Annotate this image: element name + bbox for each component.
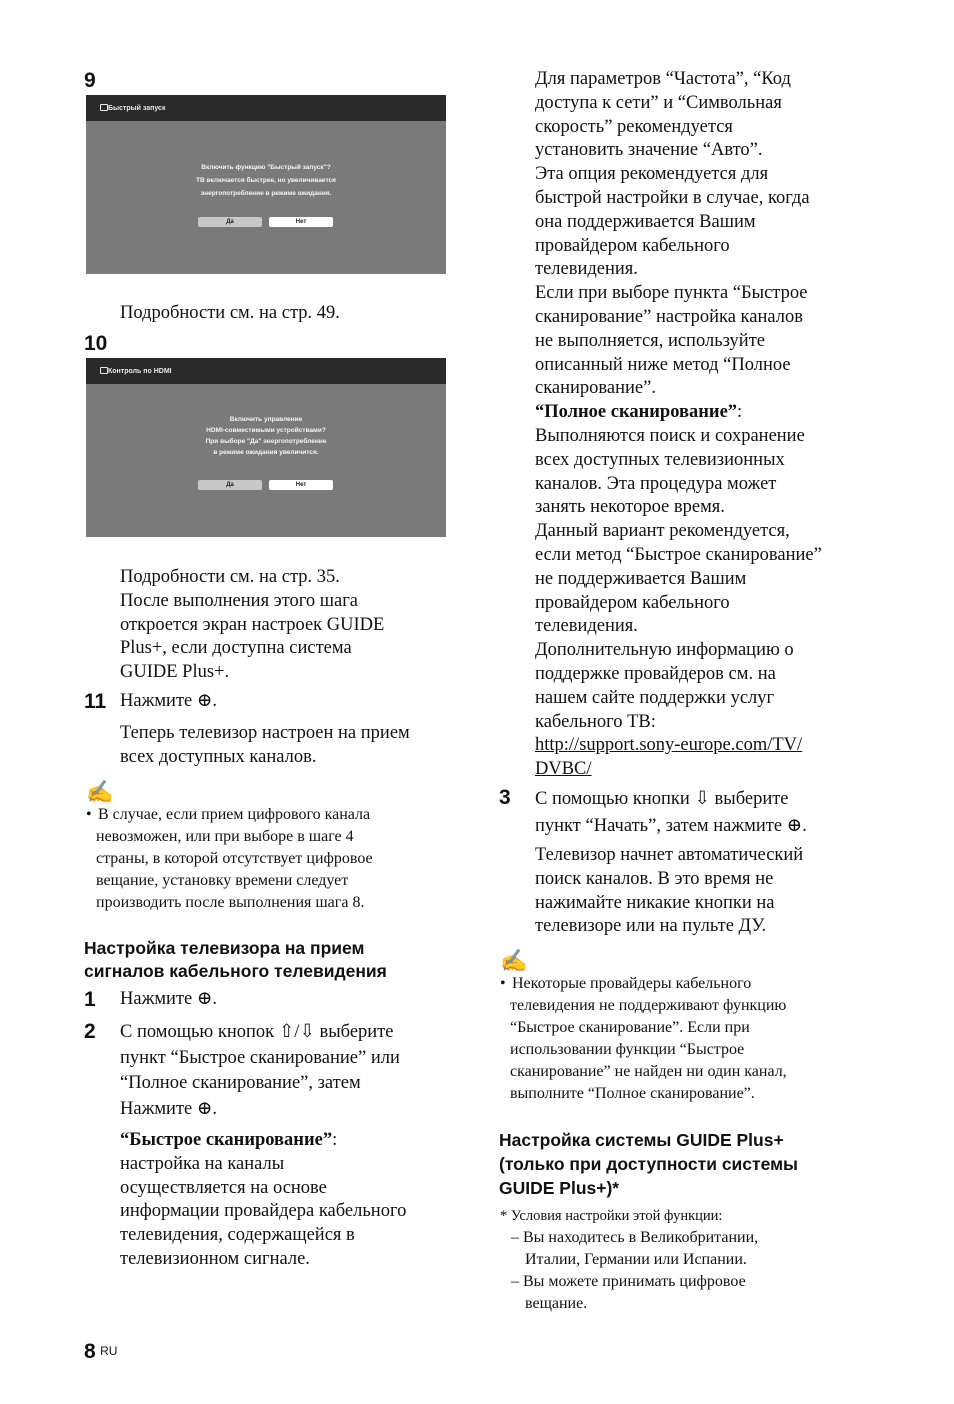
screen-message-line: энергопотребление в режиме ожидания. xyxy=(200,190,332,197)
quick-scan-label: “Быстрое сканирование” xyxy=(120,1130,333,1150)
text-line: настройка на каналы xyxy=(120,1153,285,1174)
text-line: быстрой настройки в случае, когда xyxy=(535,187,810,208)
page-footer xyxy=(84,1340,117,1364)
step-9-number: 9 xyxy=(84,69,96,92)
note-line: страны, в которой отсутствует цифровое xyxy=(96,850,373,867)
note-pencil-icon: ✍ xyxy=(86,779,114,804)
text-line: провайдером кабельного xyxy=(535,235,730,256)
yes-button[interactable]: Да xyxy=(198,480,262,490)
heading-line: (только при доступности системы xyxy=(499,1154,799,1174)
step-3-result xyxy=(535,844,803,939)
text-line: описанный ниже метод “Полное xyxy=(535,354,791,375)
params-description xyxy=(535,68,822,782)
no-button[interactable]: Нет xyxy=(269,217,333,227)
text-line: сканирование” настройка каналов xyxy=(535,306,803,327)
tv-menu-icon xyxy=(100,104,108,111)
text-line: : xyxy=(737,402,743,423)
text-line: Телевизор начнет автоматический xyxy=(535,845,804,865)
support-link[interactable]: DVBC/ xyxy=(535,759,592,780)
step-10-number: 10 xyxy=(84,332,108,355)
text-line: С помощью кнопки ⇩ выберите xyxy=(535,789,789,809)
text-line: Выполняются поиск и сохранение xyxy=(535,425,805,446)
note-line: В случае, если прием цифрового канала xyxy=(98,806,371,823)
yes-button[interactable]: Да xyxy=(198,217,262,227)
note-line: вещание, установку времени следует xyxy=(96,872,349,889)
condition-line: – Вы можете принимать цифровое xyxy=(511,1273,746,1290)
text-line: поиск каналов. В это время не xyxy=(535,868,774,889)
text-line: пункт “Быстрое сканирование” или xyxy=(120,1047,400,1068)
support-link[interactable]: http://support.sony-europe.com/TV/ xyxy=(535,735,803,756)
text-line: “Полное сканирование”, затем xyxy=(120,1073,361,1093)
bullet-icon: • xyxy=(500,975,506,992)
screen-message-line: ТВ включается быстрее, но увеличивается xyxy=(196,177,336,184)
text-line: пункт “Начать”, затем нажмите ⊕. xyxy=(535,816,807,836)
text-line: не выполняется, используйте xyxy=(535,330,765,351)
text-line: сканирование”. xyxy=(535,378,656,399)
screen-message xyxy=(86,414,446,458)
text-line: Теперь телевизор настроен на прием xyxy=(120,723,410,743)
text-line: поддержке провайдеров см. на xyxy=(535,663,776,684)
heading-line: Настройка системы GUIDE Plus+ xyxy=(499,1130,784,1150)
screen-title: Контроль по HDMI xyxy=(108,368,172,375)
step-10-text xyxy=(120,566,384,685)
text-line: всех доступных телевизионных xyxy=(535,449,785,470)
step-11-number: 11 xyxy=(84,690,107,713)
text-line: доступа к сети” и “Символьная xyxy=(535,92,782,113)
step-3-text xyxy=(535,786,807,840)
screen-title: Быстрый запуск xyxy=(108,105,166,112)
screen-message xyxy=(86,161,446,200)
text-line: Если при выборе пункта “Быстрое xyxy=(535,283,808,304)
text-line: телевизионном сигнале. xyxy=(120,1248,310,1269)
text-line: С помощью кнопок ⇧/⇩ выберите xyxy=(120,1022,394,1042)
guide-plus-conditions xyxy=(500,1205,880,1315)
heading-line: GUIDE Plus+)* xyxy=(499,1178,620,1198)
text-line: скорость” рекомендуется xyxy=(535,116,733,137)
full-scan-label: “Полное сканирование” xyxy=(535,402,738,423)
text-line: информации провайдера кабельного xyxy=(120,1201,407,1222)
text-line: телевидения, содержащейся в xyxy=(120,1225,355,1246)
step-11-press: Нажмите ⊕. xyxy=(120,691,218,711)
screen-message-line: Включить управление xyxy=(229,416,303,423)
heading-line: Настройка телевизора на прием xyxy=(84,938,365,958)
cable-step-1-text: Нажмите ⊕. xyxy=(120,989,218,1009)
text-line: Данный вариант рекомендуется, xyxy=(535,521,790,542)
text-line: если метод “Быстрое сканирование” xyxy=(535,544,822,565)
guide-plus-heading xyxy=(499,1128,798,1200)
cable-section-heading xyxy=(84,937,387,983)
text-line: После выполнения этого шага xyxy=(120,590,358,611)
text-line: телевидения. xyxy=(535,616,638,637)
note-line: телевидения не поддерживают функцию xyxy=(510,997,787,1014)
heading-line: сигналов кабельного телевидения xyxy=(84,961,387,981)
note-line: Некоторые провайдеры кабельного xyxy=(512,975,752,992)
screen-title-bar xyxy=(86,95,446,121)
text-line: Нажмите ⊕. xyxy=(120,1098,218,1119)
cable-step-2-number: 2 xyxy=(84,1020,96,1043)
note-line: выполните “Полное сканирование”. xyxy=(510,1085,755,1102)
hdmi-control-screen xyxy=(86,358,446,537)
text-line: не поддерживается Вашим xyxy=(535,568,747,589)
note-line: использовании функции “Быстрое xyxy=(510,1041,745,1058)
text-line: Эта опция рекомендуется для xyxy=(535,164,769,185)
text-line: телевизоре или на пульте ДУ. xyxy=(535,916,767,937)
text-line: откроется экран настроек GUIDE xyxy=(120,614,385,635)
page-number: 8 xyxy=(84,1340,96,1363)
cable-step-2-text xyxy=(120,1020,400,1122)
quick-scan-description xyxy=(120,1129,406,1272)
quick-start-screen xyxy=(86,95,446,274)
text-line: провайдером кабельного xyxy=(535,592,730,613)
text-line: она поддерживается Вашим xyxy=(535,211,756,232)
text-line: Plus+, если доступна система xyxy=(120,638,352,659)
condition-line: вещание. xyxy=(525,1295,588,1312)
text-line: GUIDE Plus+. xyxy=(120,662,230,683)
text-line: : xyxy=(332,1130,338,1150)
text-line: каналов. Эта процедура может xyxy=(535,473,777,494)
text-line: занять некоторое время. xyxy=(535,497,725,518)
conditions-title: * Условия настройки этой функции: xyxy=(500,1208,723,1224)
step-3-number: 3 xyxy=(499,786,511,809)
note-1 xyxy=(86,804,446,914)
text-line: Дополнительную информацию о xyxy=(535,640,794,661)
text-line: Для параметров “Частота”, “Код xyxy=(535,69,791,89)
bullet-icon: • xyxy=(86,806,92,823)
condition-line: Италии, Германии или Испании. xyxy=(525,1251,747,1268)
text-line: всех доступных каналов. xyxy=(120,746,317,767)
screen-title-bar xyxy=(86,358,446,384)
text-line: осуществляется на основе xyxy=(120,1177,327,1198)
screen-message-line: HDMI-совместимыми устройствами? xyxy=(206,427,326,434)
cable-step-1-number: 1 xyxy=(84,988,96,1011)
note-line: невозможен, или при выборе в шаге 4 xyxy=(96,828,354,845)
step-9-caption: Подробности см. на стр. 49. xyxy=(120,303,340,323)
text-line: телевидения. xyxy=(535,259,638,280)
note-pencil-icon: ✍ xyxy=(500,948,528,973)
step-11-result xyxy=(120,722,410,770)
note-line: производить после выполнения шага 8. xyxy=(96,894,365,911)
screen-message-line: в режиме ожидания увеличится. xyxy=(213,449,319,456)
screen-message-line: При выборе "Да" энергопотребление xyxy=(205,438,327,445)
screen-message-line: Включить функцию "Быстрый запуск"? xyxy=(201,164,331,171)
text-line: кабельного ТВ: xyxy=(535,711,656,732)
no-button[interactable]: Нет xyxy=(269,480,333,490)
note-line: “Быстрое сканирование”. Если при xyxy=(510,1019,750,1036)
text-line: Подробности см. на стр. 35. xyxy=(120,567,340,587)
text-line: нашем сайте поддержки услуг xyxy=(535,687,775,708)
tv-menu-icon xyxy=(100,367,108,374)
condition-line: – Вы находитесь в Великобритании, xyxy=(511,1229,759,1246)
note-2 xyxy=(500,973,880,1105)
language-code: RU xyxy=(100,1344,118,1358)
text-line: установить значение “Авто”. xyxy=(535,140,763,161)
text-line: нажимайте никакие кнопки на xyxy=(535,892,775,913)
note-line: сканирование” не найден ни один канал, xyxy=(510,1063,787,1080)
